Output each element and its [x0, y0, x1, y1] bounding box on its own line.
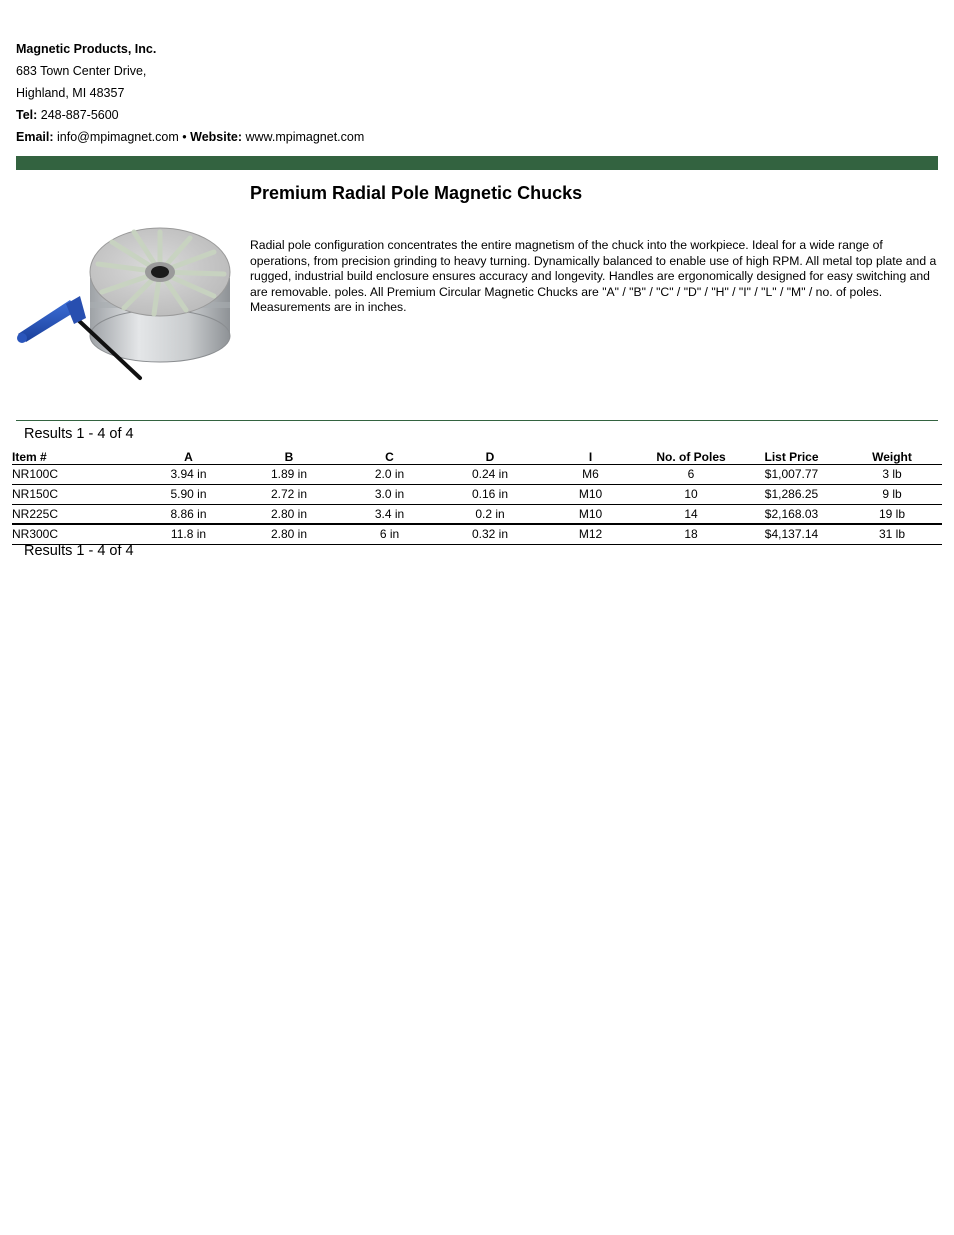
item-number: NR300C — [12, 527, 59, 542]
dim-b: 2.72 in — [270, 487, 308, 501]
phone-line — [16, 106, 364, 128]
address-line-2: Highland, MI 48357 — [16, 86, 125, 100]
spec-table — [12, 446, 942, 545]
company-name: Magnetic Products, Inc. — [16, 42, 157, 56]
weight: 3 lb — [882, 467, 902, 481]
col-header-a: A — [184, 449, 193, 464]
company-info — [16, 40, 364, 150]
product-description: Radial pole configuration concentrates the entire magnetism of the chuck into the workpiece. Ideal for a wide range of operations, from precision grinding to heavy turning. Dynamically balanced to enable use of high RPM. All metal top plate and a rugged, industrial build enclosure ensures accuracy and longevity. Handles are ergonomically designed for easy switching and are removable. poles. All Premium Circular Magnetic Chucks are "A" / "B" / "C" / "D" / "H" / "I" / "L" / "M" / no. of poles. Measurements are in inches. — [250, 238, 937, 315]
results-count-top: Results 1 - 4 of 4 — [24, 426, 134, 442]
product-title: Premium Radial Pole Magnetic Chucks — [250, 183, 583, 203]
table-row — [12, 484, 942, 504]
dim-i: M10 — [578, 506, 603, 521]
dim-c: 2.0 in — [374, 467, 405, 481]
col-header-d: D — [485, 449, 495, 464]
website-label: Website: — [190, 130, 242, 144]
contact-line — [16, 128, 364, 150]
email-link[interactable]: info@mpimagnet.com — [57, 130, 179, 144]
col-header-weight: Weight — [872, 449, 912, 464]
no-of-poles: 10 — [684, 487, 698, 501]
no-of-poles: 6 — [687, 467, 695, 481]
dim-b: 1.89 in — [270, 467, 308, 481]
item-number: NR225C — [12, 506, 59, 521]
list-price: $2,168.03 — [764, 506, 819, 521]
website-link[interactable]: www.mpimagnet.com — [245, 130, 365, 144]
magnetic-chuck-image — [14, 218, 238, 388]
table-row — [12, 504, 942, 524]
dim-a: 3.94 in — [170, 467, 207, 481]
weight: 19 lb — [878, 506, 906, 521]
dim-d: 0.16 in — [471, 487, 509, 501]
dim-i: M10 — [578, 487, 603, 501]
col-header-poles: No. of Poles — [656, 449, 726, 464]
tel-value: 248-887-5600 — [40, 108, 119, 122]
table-row — [12, 524, 942, 544]
list-price: $1,007.77 — [764, 467, 819, 481]
address-line-1: 683 Town Center Drive, — [16, 64, 147, 78]
col-header-c: C — [385, 449, 394, 464]
dim-c: 6 in — [379, 527, 400, 542]
list-price: $4,137.14 — [764, 527, 819, 542]
dim-d: 0.24 in — [471, 467, 509, 481]
no-of-poles: 18 — [684, 527, 698, 542]
results-count-bottom: Results 1 - 4 of 4 — [24, 543, 134, 559]
header-divider-bar — [16, 156, 938, 170]
col-header-b: B — [284, 449, 294, 464]
separator-bullet: • — [182, 130, 187, 144]
no-of-poles: 14 — [684, 506, 698, 521]
dim-d: 0.2 in — [475, 506, 505, 521]
dim-c: 3.4 in — [374, 506, 405, 521]
section-divider — [16, 420, 938, 421]
col-header-item: Item # — [12, 449, 47, 464]
dim-a: 11.8 in — [170, 527, 207, 542]
table-header-row — [12, 446, 942, 464]
dim-d: 0.32 in — [471, 527, 509, 542]
dim-a: 8.86 in — [170, 506, 207, 521]
list-price: $1,286.25 — [764, 487, 819, 501]
tel-label: Tel: — [16, 108, 38, 122]
dim-a: 5.90 in — [170, 487, 207, 501]
dim-i: M12 — [578, 527, 603, 542]
email-label: Email: — [16, 130, 54, 144]
weight: 31 lb — [878, 527, 906, 542]
col-header-i: I — [588, 449, 593, 464]
weight: 9 lb — [882, 487, 902, 501]
dim-i: M6 — [582, 467, 599, 481]
item-number: NR100C — [12, 467, 59, 481]
dim-c: 3.0 in — [374, 487, 405, 501]
item-number: NR150C — [12, 487, 59, 501]
table-row — [12, 464, 942, 484]
col-header-price: List Price — [764, 449, 819, 464]
dim-b: 2.80 in — [270, 506, 308, 521]
dim-b: 2.80 in — [270, 527, 308, 542]
